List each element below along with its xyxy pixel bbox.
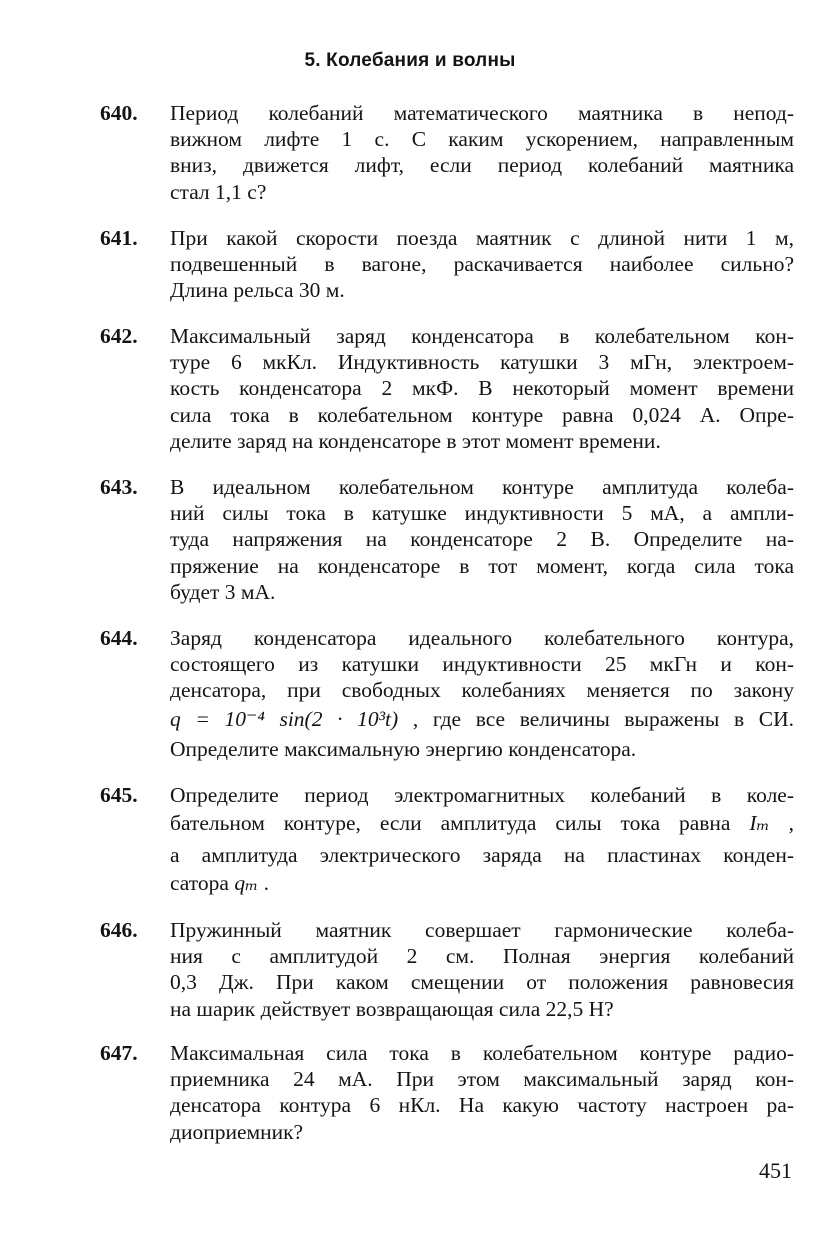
- text-line: подвешенный в вагоне, раскачивается наиболее сильно?: [170, 252, 794, 277]
- text-line: на шарик действует возвращающая сила 22,5 Н?: [170, 996, 614, 1021]
- text-line: Пружинный маятник совершает гармонические колеба-: [170, 918, 794, 942]
- text-line: состоящего из катушки индуктивности 25 мкГн и кон-: [170, 652, 794, 677]
- text-line: туда напряжения на конденсаторе 2 В. Определите на-: [170, 527, 794, 552]
- text-line: 0,3 Дж. При каком смещении от положения равновесия: [170, 970, 794, 995]
- text-line: Максимальная сила тока в колебательном контуре радио-: [170, 1041, 794, 1065]
- problem-number: 640.: [100, 101, 138, 125]
- problem-number: 641.: [100, 226, 138, 250]
- problem-641: [100, 225, 794, 304]
- text-line: будет 3 мА.: [170, 579, 276, 604]
- current-amplitude-symbol: Iₘ: [749, 811, 770, 836]
- text-line: бательном контуре, если амплитуда силы тока равна Iₘ ,: [170, 811, 795, 836]
- text-line: сила тока в колебательном контуре равна 0,024 А. Опре-: [170, 402, 794, 427]
- problem-number: 647.: [100, 1041, 138, 1065]
- problem-640: [100, 100, 794, 205]
- section-title: 5. Колебания и волны: [304, 50, 516, 71]
- text-line: Заряд конденсатора идеального колебательного контура,: [170, 626, 794, 650]
- problem-number: 645.: [100, 783, 138, 807]
- text-line: Длина рельса 30 м.: [170, 278, 345, 303]
- problem-645: [100, 782, 794, 898]
- problem-text: [170, 625, 794, 762]
- text-line: ний силы тока в катушке индуктивности 5 мА, а ампли-: [170, 501, 794, 526]
- problem-643: [100, 474, 794, 605]
- text-line: денсатора, при свободных колебаниях меняется по закону: [170, 678, 794, 703]
- problem-text: [170, 225, 794, 304]
- problem-646: [100, 917, 794, 1022]
- text-line: пряжение на конденсаторе в тот момент, когда сила тока: [170, 553, 794, 578]
- formula-tail: , где все величины выражены в СИ.: [412, 706, 795, 731]
- text-line: диоприемник?: [170, 1119, 304, 1144]
- text-line: вижном лифте 1 с. С каким ускорением, направленным: [170, 127, 794, 152]
- problem-text: [170, 474, 794, 605]
- text-line: Максимальный заряд конденсатора в колебательном кон-: [170, 324, 794, 348]
- problem-text: [170, 782, 794, 898]
- text-line: [170, 704, 794, 734]
- text-line: Определите период электромагнитных колебаний в коле-: [170, 783, 794, 807]
- problem-number: 644.: [100, 626, 138, 650]
- text-line: денсатора контура 6 нКл. На какую частоту настроен ра-: [170, 1093, 794, 1118]
- text-line: приемника 24 мА. При этом максимальный заряд кон-: [170, 1067, 794, 1092]
- problem-text: [170, 917, 794, 1022]
- text-line: кость конденсатора 2 мкФ. В некоторый момент времени: [170, 376, 794, 401]
- text-line: делите заряд на конденсаторе в этот момент времени.: [170, 428, 661, 453]
- page-number: 451: [759, 1158, 792, 1183]
- text-line: При какой скорости поезда маятник с длиной нити 1 м,: [170, 226, 794, 250]
- text-segment: сатора: [170, 871, 229, 896]
- text-line: вниз, движется лифт, если период колебаний маятника: [170, 153, 794, 178]
- problem-text: [170, 323, 794, 454]
- problem-number: 646.: [100, 918, 138, 942]
- problem-number: 642.: [100, 324, 138, 348]
- text-line: В идеальном колебательном контуре амплитуда колеба-: [170, 475, 794, 499]
- problem-text: [170, 1040, 794, 1145]
- problem-644: [100, 625, 794, 762]
- text-line: ния с амплитудой 2 см. Полная энергия колебаний: [170, 944, 794, 969]
- problem-text: [170, 100, 794, 205]
- text-line: а амплитуда электрического заряда на пластинах конден-: [170, 843, 794, 868]
- text-line: туре 6 мкКл. Индуктивность катушки 3 мГн, электроем-: [170, 350, 794, 375]
- text-line: стал 1,1 с?: [170, 179, 267, 204]
- text-line: сатора qₘ .: [170, 871, 270, 896]
- problem-642: [100, 323, 794, 454]
- problem-647: [100, 1040, 794, 1145]
- charge-amplitude-symbol: qₘ: [234, 871, 259, 896]
- text-line: Период колебаний математического маятника в непод-: [170, 101, 794, 125]
- charge-formula: q = 10⁻⁴ sin(2 · 10³t): [170, 706, 399, 731]
- text-segment: бательном контуре, если амплитуда силы тока равна: [170, 811, 731, 836]
- text-line: Определите максимальную энергию конденсатора.: [170, 736, 637, 761]
- problem-number: 643.: [100, 475, 138, 499]
